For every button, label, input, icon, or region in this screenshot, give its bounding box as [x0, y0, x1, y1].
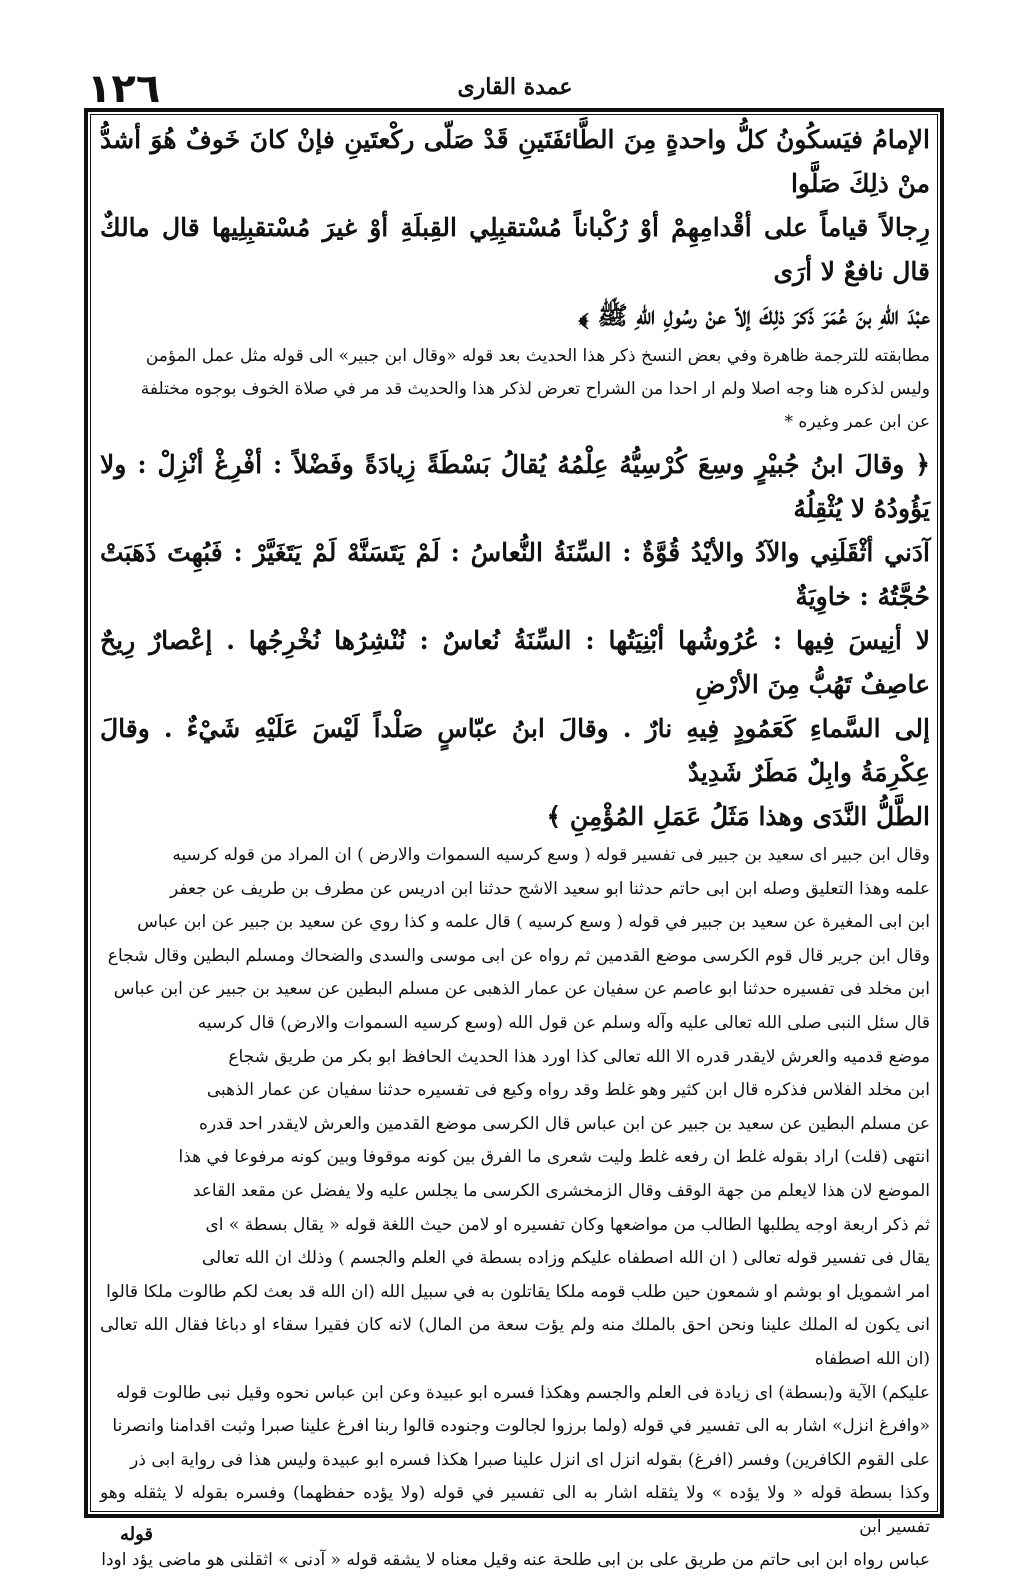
commentary-line: امر اشمويل او بوشم او شمعون حين طلب قومه ملكا يقاتلون به في سبيل الله (ان الله قد بعث لكم طالوت ملكا قالوا: [106, 1281, 930, 1302]
hadith-text-block: [100, 118, 930, 338]
commentary-line: ابن ابى المغيرة عن سعيد بن جبير في قوله ( وسع كرسيه ) قال علمه و كذا روي عن سعيد بن جبير عن ابن عباس: [137, 912, 930, 933]
tafsir-line: لا أنِيسَ فِيها : عُرُوشُها أبْنِيَتُها : السِّنَةُ نُعاسٌ : نُنْشِرُها نُخْرِجُها . إعْصارٌ رِيحٌ عاصِفٌ تَهُبُّ مِنَ الأرْضِ: [100, 626, 930, 699]
commentary-line: وليس لذكره هنا وجه اصلا ولم ار احدا من الشراح تعرض لذكر هذا والحديث قد مر في صلاة الخوف بوجوه مختلفة: [140, 379, 930, 399]
commentary-line: على القوم الكافرين) وفسر (افرغ) بقوله انزل اى انزل علينا صبرا هكذا فسره ابو عبيدة وليس هذا فى رواية ابى ذر: [130, 1449, 930, 1470]
commentary-line: علمه وهذا التعليق وصله ابن ابى حاتم حدثنا ابو سعيد الاشج حدثنا ابن ادريس عن مطرف بن طريف عن جعفر: [170, 878, 930, 899]
commentary-line: وقال ابن جرير قال قوم الكرسى موضع القدمين ثم رواه عن ابى موسى والسدى والضحاك ومسلم البطين وقال شجاع: [107, 945, 930, 966]
commentary-line: مطابقته للترجمة ظاهرة وفي بعض النسخ ذكر هذا الحديث بعد قوله «وقال ابن جبير» الى قوله مثل عمل المؤمن: [145, 346, 930, 366]
hadith-line: رِجالاً قياماً على أقْدامِهِمْ أوْ رُكْباناً مُسْتقبِلِي القِبلَةِ أوْ غيرَ مُسْتقبِلِيها قال مالكٌ قال نافعٌ لا أرَى: [100, 213, 930, 286]
commentary-line: عليكم) الآية و(بسطة) اى زيادة فى العلم والجسم وهكذا فسره ابو عبيدة وعن ابن عباس نحوه وقيل نبى طالوت قوله: [116, 1382, 930, 1403]
page-header: [85, 66, 945, 112]
commentary-line: وكذا بسطة قوله « ولا يؤده » ولا يثقله اشار به الى تفسير في قوله (ولا يؤده حفظهما) وفسره بقوله لا يثقله وهو تفسير ابن: [100, 1483, 930, 1537]
commentary-line: عباس رواه ابن ابى حاتم من طريق على بن ابى طلحة عنه وقيل معناه لا يشقه قوله « آدنى » اثقلنى هو ماضى يؤد اودا: [101, 1550, 930, 1571]
commentary-line: انى يكون له الملك علينا ونحن احق بالملك منه ولم يؤت سعة من المال) لانه كان فقيرا سقاء او دباغا فقال الله تعالى (ان الله اصطفاه: [100, 1315, 930, 1369]
commentary-line: قال سئل النبى صلى الله تعالى عليه وآله وسلم عن قول الله (وسع كرسيه السموات والارض) قال كرسيه: [197, 1012, 930, 1033]
commentary-line: انتهى (قلت) اراد بقوله غلط ان رفعه غلط وليت شعرى ما الفرق بين كونه موقوفا وبين كونه مرفوعا في هذا: [178, 1147, 930, 1168]
commentary-line: ابن مخلد فى تفسيره حدثنا ابو عاصم عن سفيان عن عمار الذهبى عن مسلم البطين عن سعيد بن جبير عن ابن عباس: [113, 979, 930, 1000]
commentary-line: عن مسلم البطين عن سعيد بن جبير عن ابن عباس قال الكرسى موضع القدمين والعرش لايقدر احد قدره: [199, 1113, 930, 1134]
commentary-line: موضع قدميه والعرش لايقدر قدره الا الله تعالى كذا اورد هذا الحديث الحافظ ابو بكر من طريق شجاع: [228, 1046, 930, 1067]
hadith-line: عبْدَ اللهِ بنَ عُمَرَ ذَكرَ ذلِكَ إلاّ عنْ رسُولِ اللهِ ﷺ ﴾: [578, 301, 930, 330]
hadith-line: الإمامُ فيَسكُونُ كلُّ واحدةٍ مِنَ الطَّائفَتَينِ قَدْ صَلّى ركْعتَينِ فإنْ كانَ خَوفٌ هُوَ أشدُّ منْ ذلِكَ صَلَّوا: [100, 125, 930, 198]
tafsir-line: الطَّلُّ النَّدَى وهذا مَثَلُ عَمَلِ المُؤْمِنِ ﴾: [546, 802, 930, 831]
page-number: ١٢٦: [87, 66, 161, 112]
commentary-line: ابن مخلد الفلاس فذكره قال ابن كثير وهو غلط وقد رواه وكيع فى تفسيره حدثنا سفيان عن عمار الذهبى: [206, 1080, 930, 1101]
commentary-line: عن ابن عمر وغيره *: [784, 412, 930, 432]
commentary-line: الموضع لان هذا لايعلم من جهة الوقف وقال الزمخشرى الكرسى ما يجلس عليه ولا يفضل عن مقعد القاعد: [192, 1180, 930, 1201]
page-content: [100, 118, 930, 1578]
commentary-line: ثم ذكر اربعة اوجه يطلبها الطالب من مواضعها وكان تفسيره او لامن حيث اللغة قوله « يقال بسطة » اى: [205, 1214, 930, 1235]
commentary-block-2: [100, 839, 930, 1578]
commentary-block-1: [100, 340, 930, 439]
tafsir-line: إلى السَّماءِ كَعَمُودٍ فِيهِ نارٌ . وقالَ ابنُ عبّاسٍ صَلْداً لَيْسَ عَلَيْهِ شَيْءٌ . وقالَ عِكْرِمَةُ وابِلٌ مَطَرٌ شَدِيدٌ: [100, 714, 930, 787]
tafsir-line: ﴿ وقالَ ابنُ جُبيْرٍ وسِعَ كُرْسِيُّهُ عِلْمُهُ يُقالُ بَسْطَةً زِيادَةً وفَضْلاً : أفْرِغْ أنْزِلْ : ولا يَؤُودُهُ لا يُثْقِلُهُ: [100, 450, 930, 523]
commentary-line: وقال ابن جبير اى سعيد بن جبير فى تفسير قوله ( وسع كرسيه السموات والارض ) ان المراد من قوله كرسيه: [172, 845, 930, 865]
running-title: عمدة القارى: [457, 74, 573, 100]
commentary-line: «وافرغ انزل» اشار به الى تفسير في قوله (ولما برزوا لجالوت وجنوده قالوا ربنا افرغ علينا صبرا وثبت اقدامنا وانصرنا: [112, 1416, 930, 1437]
tafsir-text-block: [100, 443, 930, 839]
tafsir-line: آدَني أثْقَلَنِي والآدُ والأيْدُ قُوَّةٌ : السِّنَةُ النُّعاسُ : لَمْ يَتَسَنَّهْ لَمْ يَتَغَيَّرْ : فَبُهِتَ ذَهَبَتْ حُجَّتُهُ : خاوِيَةٌ: [100, 538, 930, 611]
commentary-line: يقال فى تفسير قوله تعالى ( ان الله اصطفاه عليكم وزاده بسطة في العلم والجسم ) وذلك ان الله تعالى: [201, 1248, 930, 1269]
catchword: قوله: [120, 1524, 154, 1545]
